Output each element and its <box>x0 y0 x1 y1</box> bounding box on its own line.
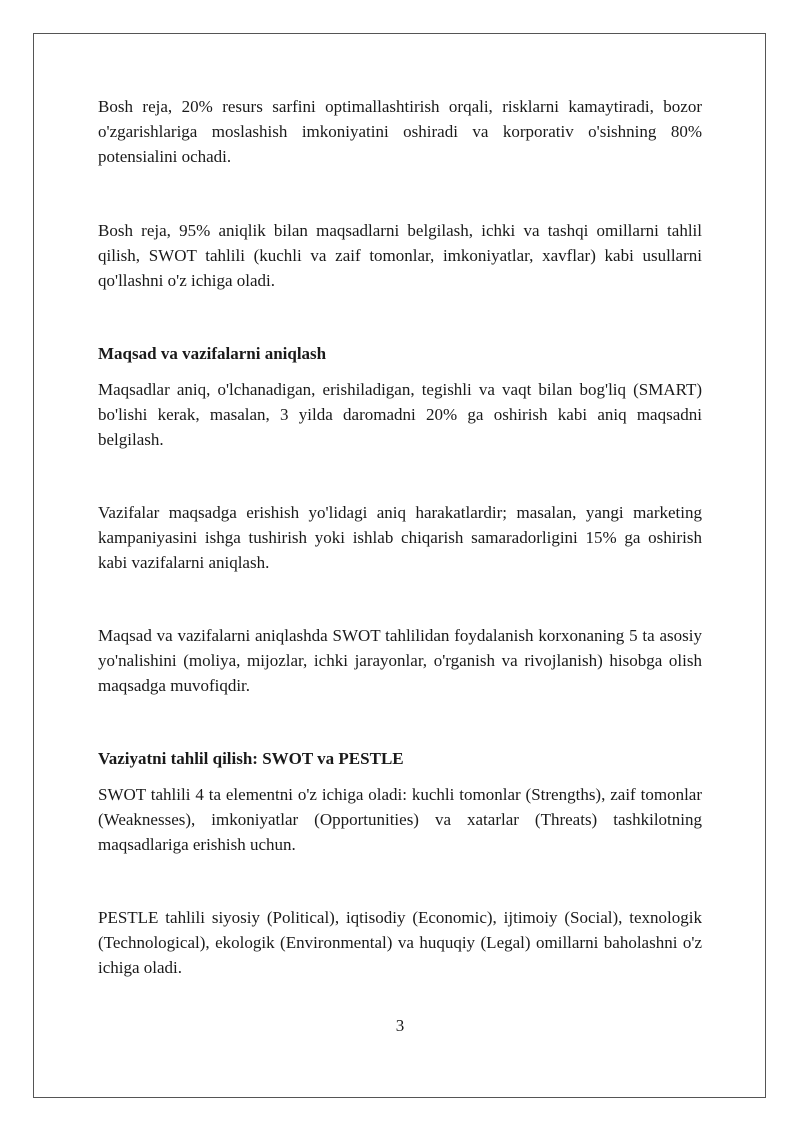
document-body <box>98 94 702 980</box>
paragraph-smart-goals: Maqsadlar aniq, o'lchanadigan, erishiladigan, tegishli va vaqt bilan bog'liq (SMART) bo'lishi kerak, masalan, 3 yilda daromadni 20% ga oshirish kabi aniq maqsadni belgilash. <box>98 380 702 449</box>
paragraph-bosh-reja-resurs: Bosh reja, 20% resurs sarfini optimallashtirish orqali, risklarni kamaytiradi, bozor o'zgarishlariga moslashish imkoniyatini oshiradi va korporativ o'sishning 80% potensialini ochadi. <box>98 97 702 166</box>
paragraph-vazifalar: Vazifalar maqsadga erishish yo'lidagi aniq harakatlardir; masalan, yangi marketing kampaniyasini ishga tushirish yoki ishlab chiqarish samaradorligini 15% ga oshirish kabi vazifalarni aniqlash. <box>98 503 702 572</box>
paragraph-swot-elements: SWOT tahlili 4 ta elementni o'z ichiga oladi: kuchli tomonlar (Strengths), zaif tomonlar (Weaknesses), imkoniyatlar (Opportunities) va xatarlar (Threats) tashkilotning maqsadlariga erishish uchun. <box>98 785 702 854</box>
paragraph-bosh-reja-aniqlik: Bosh reja, 95% aniqlik bilan maqsadlarni belgilash, ichki va tashqi omillarni tahlil qilish, SWOT tahlili (kuchli va zaif tomonlar, imkoniyatlar, xavflar) kabi usullarni qo'llashni o'z ichiga oladi. <box>98 221 702 290</box>
page-number: 3 <box>395 1016 405 1035</box>
paragraph-swot-directions: Maqsad va vazifalarni aniqlashda SWOT tahlilidan foydalanish korxonaning 5 ta asosiy yo'nalishini (moliya, mijozlar, ichki jarayonlar, o'rganish va rivojlanish) hisobga olish maqsadga muvofiqdir. <box>98 626 702 695</box>
section-heading-maqsad: Maqsad va vazifalarni aniqlash <box>98 344 327 363</box>
paragraph-pestle: PESTLE tahlili siyosiy (Political), iqtisodiy (Economic), ijtimoiy (Social), texnologik (Technological), ekologik (Environmental) va huquqiy (Legal) omillarni baholashni o'z ichiga oladi. <box>98 908 702 977</box>
section-heading-swot-pestle: Vaziyatni tahlil qilish: SWOT va PESTLE <box>98 749 404 768</box>
